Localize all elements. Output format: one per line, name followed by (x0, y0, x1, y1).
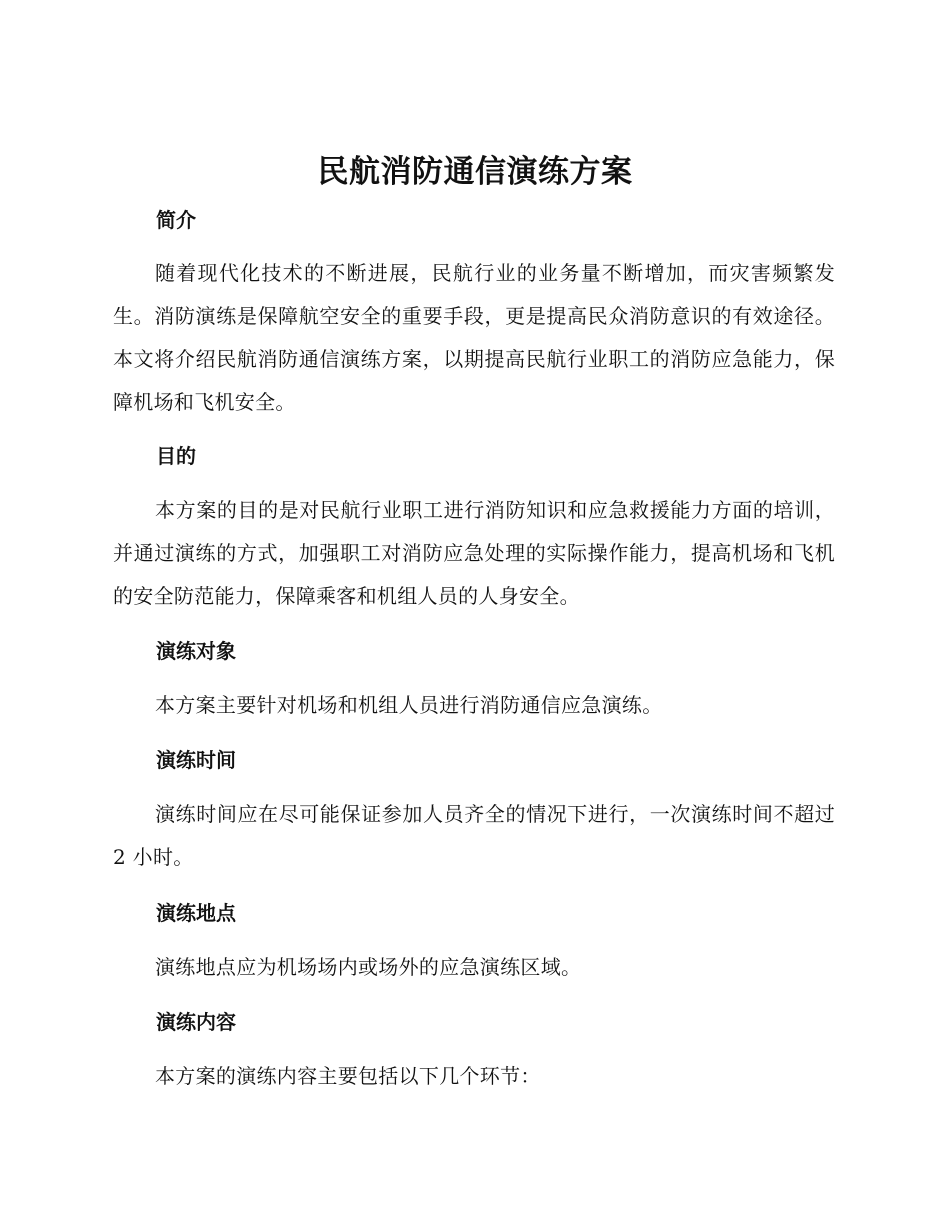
section-heading-purpose: 目的 (156, 444, 196, 468)
section-body-time: 演练时间应在尽可能保证参加人员齐全的情况下进行，一次演练时间不超过 2 小时。 (113, 802, 835, 869)
section-heading-content: 演练内容 (156, 1010, 236, 1034)
section-heading-location: 演练地点 (156, 901, 236, 925)
section-body-content: 本方案的演练内容主要包括以下几个环节： (155, 1064, 541, 1088)
section-heading-intro: 简介 (156, 208, 196, 232)
section-body-purpose: 本方案的目的是对民航行业职工进行消防知识和应急救援能力方面的培训，并通过演练的方式，加强职工对消防应急处理的实际操作能力，提高机场和飞机的安全防范能力，保障乘客和机组人员的人身安全。 (113, 498, 835, 608)
document-title: 民航消防通信演练方案 (317, 154, 633, 190)
section-heading-audience: 演练对象 (156, 639, 236, 663)
section-body-intro: 随着现代化技术的不断进展，民航行业的业务量不断增加，而灾害频繁发生。消防演练是保障航空安全的重要手段，更是提高民众消防意识的有效途径。本文将介绍民航消防通信演练方案，以期提高民航行业职工的消防应急能力，保障机场和飞机安全。 (113, 261, 835, 414)
section-body-location: 演练地点应为机场场内或场外的应急演练区域。 (155, 955, 582, 979)
section-heading-time: 演练时间 (156, 748, 236, 772)
section-body-audience: 本方案主要针对机场和机组人员进行消防通信应急演练。 (155, 693, 663, 717)
